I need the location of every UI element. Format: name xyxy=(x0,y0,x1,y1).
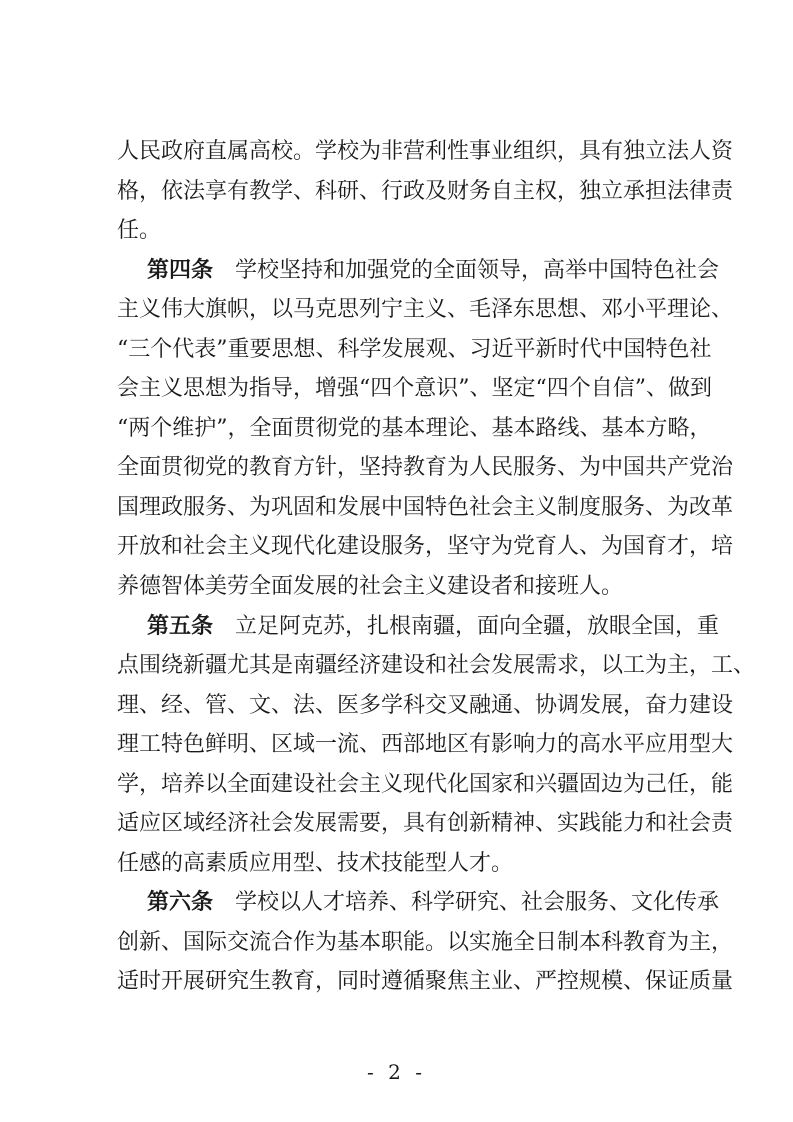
text-line: 国理政服务、为巩固和发展中国特色社会主义制度服务、为改革 xyxy=(117,494,734,520)
article-first-line xyxy=(117,883,720,923)
text-line: 学，培养以全面建设社会主义现代化国家和兴疆固边为己任，能 xyxy=(117,771,734,797)
article-text: 学校坚持和加强党的全面领导，高举中国特色社会 xyxy=(235,257,720,283)
article-label: 第六条 xyxy=(147,890,214,916)
text-line: 理、经、管、文、法、医多学科交叉融通、协调发展，奋力建设 xyxy=(117,692,734,718)
text-line: 创新、国际交流合作为基本职能。以实施全日制本科教育为主， xyxy=(117,929,734,955)
text-line: 主义伟大旗帜，以马克思列宁主义、毛泽东思想、邓小平理论、 xyxy=(117,297,734,323)
article-first-line xyxy=(117,251,720,291)
text-line: 全面贯彻党的教育方针，坚持教育为人民服务、为中国共产党治 xyxy=(117,455,734,481)
text-line: 格，依法享有教学、科研、行政及财务自主权，独立承担法律责 xyxy=(117,178,734,204)
text-line: “两个维护”，全面贯彻党的基本理论、基本路线、基本方略， xyxy=(117,415,712,441)
text-line: 开放和社会主义现代化建设服务，坚守为党育人、为国育才，培 xyxy=(117,534,734,560)
text-line: 人民政府直属高校。学校为非营利性事业组织，具有独立法人资 xyxy=(117,139,734,164)
text-line: “三个代表”重要思想、科学发展观、习近平新时代中国特色社 xyxy=(117,336,712,362)
article-label: 第五条 xyxy=(147,613,214,639)
text-line: 适时开展研究生教育，同时遵循聚焦主业、严控规模、保证质量 xyxy=(117,969,734,995)
text-line: 理工特色鲜明、区域一流、西部地区有影响力的高水平应用型大 xyxy=(117,732,734,758)
document-body xyxy=(117,132,756,1002)
text-line: 适应区域经济社会发展需要，具有创新精神、实践能力和社会责 xyxy=(117,811,734,837)
text-line: 任感的高素质应用型、技术技能型人才。 xyxy=(117,850,514,876)
article-label: 第四条 xyxy=(147,257,214,283)
text-line: 点围绕新疆尤其是南疆经济建设和社会发展需求，以工为主，工、 xyxy=(117,653,756,679)
article-text: 学校以人才培养、科学研究、社会服务、文化传承 xyxy=(235,890,720,916)
text-line: 任。 xyxy=(117,218,162,244)
article-first-line xyxy=(117,607,720,647)
text-line: 会主义思想为指导，增强“四个意识”、坚定“四个自信”、做到 xyxy=(117,376,712,402)
article-text: 立足阿克苏，扎根南疆，面向全疆，放眼全国，重 xyxy=(235,613,720,639)
page-number: - 2 - xyxy=(367,1060,426,1084)
text-line: 养德智体美劳全面发展的社会主义建设者和接班人。 xyxy=(117,574,624,600)
